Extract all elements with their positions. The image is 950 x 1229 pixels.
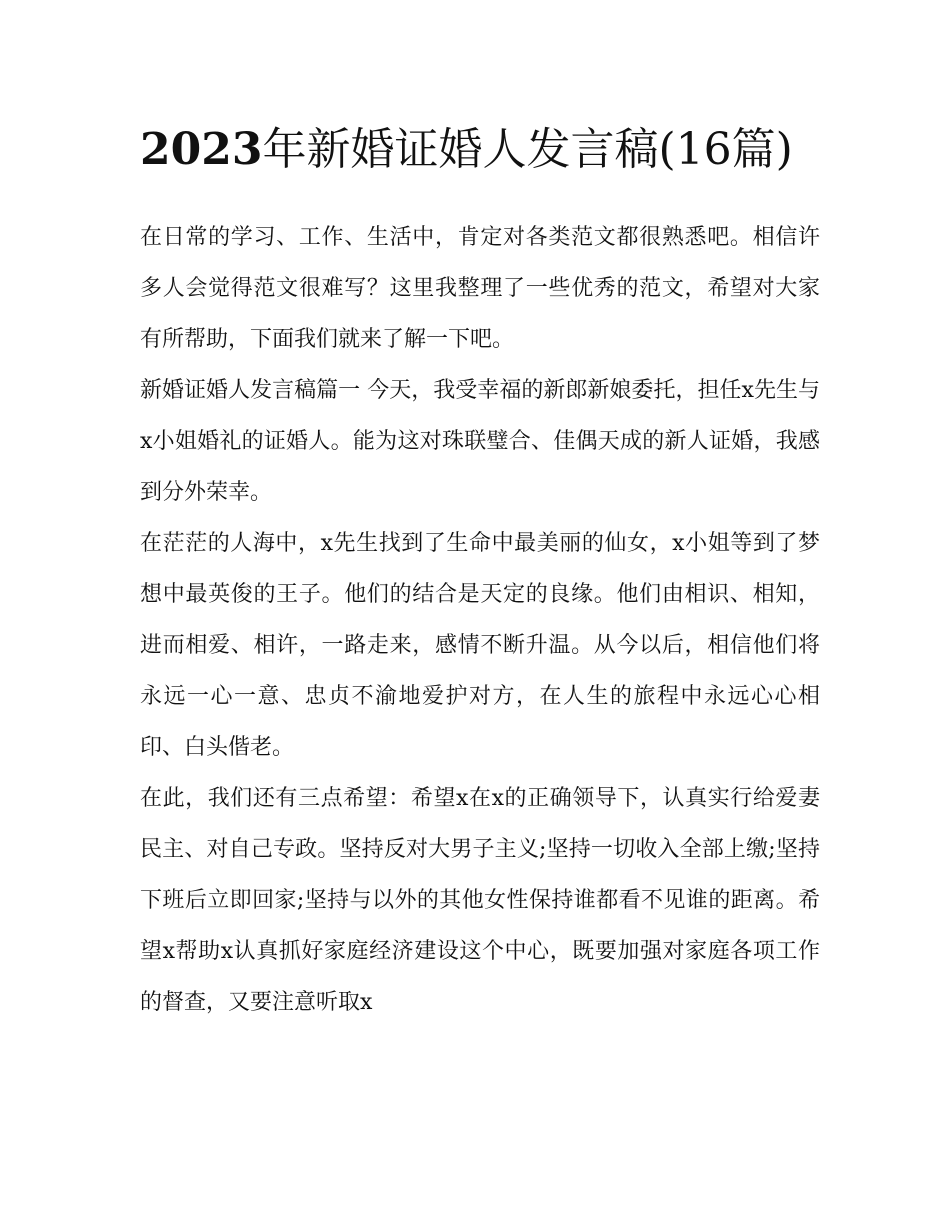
- title-year: 2023: [140, 124, 263, 175]
- title-text: 年新婚证婚人发言稿(16篇): [262, 124, 793, 175]
- paragraph-3: 在此，我们还有三点希望：希望x在x的正确领导下，认真实行给爱妻民主、对自己专政。坚持反对大男子主义;坚持一切收入全部上缴;坚持下班后立即回家;坚持与以外的其他女性保持谁都看不见谁的距离。希望x帮助x认真抓好家庭经济建设这个中心，既要加强对家庭各项工作的督查，又要注意听取x: [140, 786, 820, 1015]
- paragraph-1: 新婚证婚人发言稿篇一 今天，我受幸福的新郎新娘委托，担任x先生与x小姐婚礼的证婚人。能为这对珠联璧合、佳偶天成的新人证婚，我感到分外荣幸。: [140, 378, 820, 505]
- document-title: [140, 112, 820, 188]
- document-body: [140, 212, 820, 1028]
- paragraph-2: 在茫茫的人海中，x先生找到了生命中最美丽的仙女，x小姐等到了梦想中最英俊的王子。他们的结合是天定的良缘。他们由相识、相知，进而相爱、相许，一路走来，感情不断升温。从今以后，相信他们将永远一心一意、忠贞不渝地爱护对方，在人生的旅程中永远心心相印、白头偕老。: [140, 531, 820, 760]
- document-content: [140, 112, 820, 1028]
- paragraph-intro: 在日常的学习、工作、生活中，肯定对各类范文都很熟悉吧。相信许多人会觉得范文很难写？这里我整理了一些优秀的范文，希望对大家有所帮助，下面我们就来了解一下吧。: [140, 225, 820, 352]
